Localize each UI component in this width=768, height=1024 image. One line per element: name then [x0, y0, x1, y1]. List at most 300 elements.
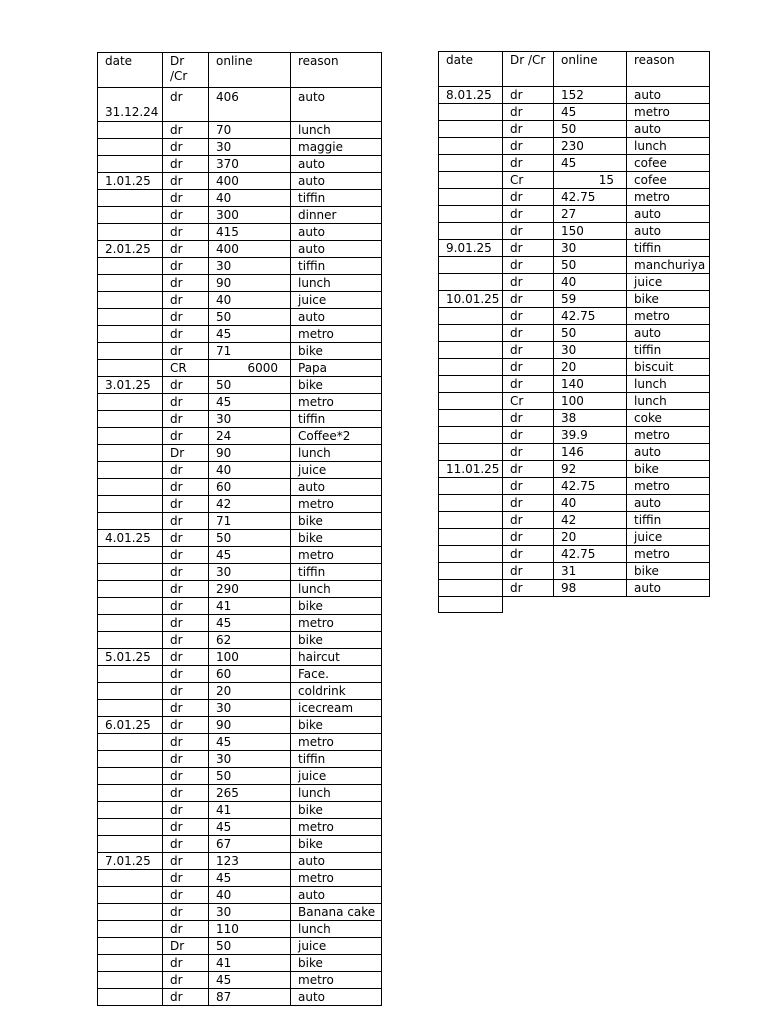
dr-cr-cell: dr [163, 139, 209, 156]
date-cell [98, 190, 163, 207]
dr-cr-cell: dr [503, 223, 554, 240]
dr-cr-cell: dr [163, 241, 209, 258]
dr-cr-cell: dr [503, 121, 554, 138]
online-cell: 110 [209, 921, 291, 938]
date-cell [439, 393, 503, 410]
online-cell: 45 [209, 394, 291, 411]
dr-cr-cell: dr [163, 836, 209, 853]
date-cell [98, 887, 163, 904]
table-row [439, 580, 710, 597]
date-cell [98, 122, 163, 139]
dr-cr-cell: dr [503, 580, 554, 597]
dr-cr-cell: dr [163, 989, 209, 1006]
table-row [98, 819, 382, 836]
dr-cr-cell: dr [163, 734, 209, 751]
date-cell [439, 563, 503, 580]
reason-cell: coke [627, 410, 710, 427]
online-cell: 87 [209, 989, 291, 1006]
dr-cr-cell: dr [163, 615, 209, 632]
date-cell: 1.01.25 [98, 173, 163, 190]
dr-cr-cell: dr [163, 768, 209, 785]
table-row [98, 139, 382, 156]
online-cell: 42.75 [554, 308, 627, 325]
table-row [98, 190, 382, 207]
dr-cr-cell: dr [503, 308, 554, 325]
online-cell: 30 [209, 751, 291, 768]
table-row [98, 326, 382, 343]
dr-cr-cell: dr [503, 529, 554, 546]
date-cell: 31.12.24 [98, 88, 163, 122]
date-cell: 10.01.25 [439, 291, 503, 308]
dr-cr-cell: dr [503, 410, 554, 427]
date-cell [98, 547, 163, 564]
empty-cell [554, 597, 627, 613]
reason-cell: metro [291, 326, 382, 343]
reason-cell: biscuit [627, 359, 710, 376]
dr-cr-cell: dr [163, 853, 209, 870]
reason-cell: bike [291, 955, 382, 972]
online-cell: 15 [554, 172, 627, 189]
table-row [98, 343, 382, 360]
online-cell: 40 [209, 190, 291, 207]
date-cell [98, 479, 163, 496]
dr-cr-cell: dr [163, 751, 209, 768]
dr-cr-cell: dr [503, 274, 554, 291]
date-cell [439, 257, 503, 274]
reason-cell: bike [291, 598, 382, 615]
dr-cr-cell: dr [163, 870, 209, 887]
date-cell [439, 121, 503, 138]
dr-cr-cell: dr [163, 292, 209, 309]
date-cell [98, 564, 163, 581]
reason-cell: lunch [291, 445, 382, 462]
table-row [98, 734, 382, 751]
online-cell: 50 [554, 121, 627, 138]
date-cell [98, 207, 163, 224]
table-row [439, 495, 710, 512]
date-cell [98, 360, 163, 377]
date-cell [439, 223, 503, 240]
date-cell [98, 921, 163, 938]
date-cell [98, 139, 163, 156]
reason-cell: Coffee*2 [291, 428, 382, 445]
dr-cr-cell: dr [163, 411, 209, 428]
dr-cr-cell: dr [163, 224, 209, 241]
date-cell: 8.01.25 [439, 87, 503, 104]
expense-ledger-left [97, 52, 382, 1006]
table-row [98, 122, 382, 139]
date-cell [439, 580, 503, 597]
online-cell: 20 [209, 683, 291, 700]
date-cell [98, 326, 163, 343]
reason-cell: metro [627, 478, 710, 495]
reason-cell: auto [627, 444, 710, 461]
reason-cell: lunch [291, 785, 382, 802]
reason-cell: juice [291, 292, 382, 309]
table-row [98, 921, 382, 938]
online-cell: 400 [209, 241, 291, 258]
table-row [98, 241, 382, 258]
table-row [439, 87, 710, 104]
dr-cr-cell: dr [163, 343, 209, 360]
dr-cr-cell: dr [163, 887, 209, 904]
table-row [439, 189, 710, 206]
table-row [98, 632, 382, 649]
dr-cr-cell: Cr [503, 393, 554, 410]
online-cell: 45 [209, 734, 291, 751]
date-cell [98, 700, 163, 717]
reason-cell: haircut [291, 649, 382, 666]
table-row [98, 479, 382, 496]
table-row [98, 836, 382, 853]
online-cell: 92 [554, 461, 627, 478]
reason-cell: juice [627, 529, 710, 546]
reason-cell: auto [291, 88, 382, 122]
dr-cr-cell: dr [163, 190, 209, 207]
dr-cr-cell: dr [163, 326, 209, 343]
reason-cell: metro [627, 427, 710, 444]
date-cell [439, 274, 503, 291]
dr-cr-cell: dr [503, 512, 554, 529]
dr-cr-cell: dr [163, 972, 209, 989]
reason-cell: metro [627, 104, 710, 121]
table-row [439, 138, 710, 155]
table-row [98, 785, 382, 802]
date-cell [98, 292, 163, 309]
online-cell: 123 [209, 853, 291, 870]
dr-cr-cell: dr [503, 461, 554, 478]
online-cell: 30 [554, 240, 627, 257]
dr-cr-cell: dr [163, 530, 209, 547]
online-cell: 90 [209, 445, 291, 462]
reason-cell: metro [291, 734, 382, 751]
online-cell: 415 [209, 224, 291, 241]
date-cell [98, 258, 163, 275]
online-cell: 30 [209, 411, 291, 428]
dr-cr-cell: dr [163, 649, 209, 666]
online-cell: 50 [209, 530, 291, 547]
dr-cr-cell: dr [163, 377, 209, 394]
header-dr-cr: Dr /Cr [163, 53, 209, 88]
date-cell [98, 156, 163, 173]
reason-cell: auto [627, 495, 710, 512]
dr-cr-cell: dr [503, 206, 554, 223]
online-cell: 40 [209, 887, 291, 904]
reason-cell: metro [291, 819, 382, 836]
dr-cr-cell: CR [163, 360, 209, 377]
date-cell [98, 394, 163, 411]
date-cell: 4.01.25 [98, 530, 163, 547]
table-row [439, 223, 710, 240]
table-row [98, 360, 382, 377]
date-cell [98, 224, 163, 241]
empty-cell [627, 597, 710, 613]
date-cell [439, 410, 503, 427]
date-cell [439, 342, 503, 359]
dr-cr-cell: dr [163, 275, 209, 292]
dr-cr-cell: Dr [163, 938, 209, 955]
online-cell: 45 [209, 615, 291, 632]
online-cell: 45 [209, 547, 291, 564]
online-cell: 50 [209, 377, 291, 394]
table-row [98, 496, 382, 513]
date-cell: 11.01.25 [439, 461, 503, 478]
dr-cr-cell: dr [163, 547, 209, 564]
date-cell: 5.01.25 [98, 649, 163, 666]
table-row [98, 377, 382, 394]
dr-cr-cell: dr [163, 564, 209, 581]
table-row [98, 462, 382, 479]
table-row [439, 478, 710, 495]
reason-cell: auto [627, 121, 710, 138]
date-cell [98, 683, 163, 700]
online-cell: 45 [209, 870, 291, 887]
table-row [439, 342, 710, 359]
date-cell [98, 309, 163, 326]
table-row [98, 938, 382, 955]
online-cell: 71 [209, 343, 291, 360]
date-cell [98, 802, 163, 819]
online-cell: 50 [554, 325, 627, 342]
table-row [98, 972, 382, 989]
date-cell [439, 104, 503, 121]
dr-cr-cell: dr [163, 88, 209, 122]
online-cell: 30 [209, 139, 291, 156]
reason-cell: lunch [291, 581, 382, 598]
reason-cell: bike [291, 632, 382, 649]
date-cell [439, 359, 503, 376]
dr-cr-cell: dr [503, 563, 554, 580]
table-row [98, 581, 382, 598]
date-cell [98, 938, 163, 955]
dr-cr-cell: dr [503, 427, 554, 444]
table-row [439, 104, 710, 121]
reason-cell: bike [291, 836, 382, 853]
table-row [439, 206, 710, 223]
reason-cell: lunch [627, 138, 710, 155]
dr-cr-cell: dr [503, 325, 554, 342]
dr-cr-cell: dr [163, 462, 209, 479]
dr-cr-cell: dr [163, 955, 209, 972]
date-cell: 2.01.25 [98, 241, 163, 258]
dr-cr-cell: dr [163, 717, 209, 734]
table-row [98, 173, 382, 190]
table-row [439, 427, 710, 444]
dr-cr-cell: dr [163, 207, 209, 224]
reason-cell: auto [291, 224, 382, 241]
online-cell: 50 [209, 768, 291, 785]
dr-cr-cell: dr [163, 496, 209, 513]
reason-cell: auto [291, 156, 382, 173]
online-cell: 300 [209, 207, 291, 224]
online-cell: 27 [554, 206, 627, 223]
dr-cr-cell: dr [163, 921, 209, 938]
header-dr-cr: Dr /Cr [503, 52, 554, 87]
reason-cell: auto [291, 853, 382, 870]
reason-cell: tiffin [291, 751, 382, 768]
reason-cell: cofee [627, 172, 710, 189]
online-cell: 45 [554, 104, 627, 121]
online-cell: 50 [209, 938, 291, 955]
empty-date-cell [439, 597, 503, 613]
reason-cell: cofee [627, 155, 710, 172]
online-cell: 146 [554, 444, 627, 461]
reason-cell: lunch [291, 122, 382, 139]
date-cell [98, 581, 163, 598]
online-cell: 45 [209, 326, 291, 343]
reason-cell: juice [291, 768, 382, 785]
table-row [98, 870, 382, 887]
date-cell [98, 836, 163, 853]
online-cell: 40 [554, 274, 627, 291]
reason-cell: bike [291, 513, 382, 530]
dr-cr-cell: Dr [163, 445, 209, 462]
online-cell: 45 [209, 819, 291, 836]
reason-cell: tiffin [627, 512, 710, 529]
table-row [439, 155, 710, 172]
dr-cr-cell: dr [163, 683, 209, 700]
dr-cr-cell: dr [163, 173, 209, 190]
dr-cr-cell: dr [503, 138, 554, 155]
date-cell [98, 513, 163, 530]
reason-cell: metro [291, 870, 382, 887]
online-cell: 30 [209, 258, 291, 275]
online-cell: 265 [209, 785, 291, 802]
date-cell [439, 308, 503, 325]
empty-row [439, 597, 710, 613]
reason-cell: bike [627, 461, 710, 478]
dr-cr-cell: dr [503, 546, 554, 563]
date-cell [439, 376, 503, 393]
reason-cell: tiffin [291, 411, 382, 428]
reason-cell: lunch [291, 275, 382, 292]
reason-cell: bike [291, 343, 382, 360]
reason-cell: juice [291, 938, 382, 955]
dr-cr-cell: dr [503, 189, 554, 206]
dr-cr-cell: dr [503, 376, 554, 393]
date-cell [98, 428, 163, 445]
dr-cr-cell: Cr [503, 172, 554, 189]
table-row [98, 615, 382, 632]
table-row [98, 224, 382, 241]
reason-cell: auto [291, 173, 382, 190]
dr-cr-cell: dr [163, 666, 209, 683]
dr-cr-cell: dr [503, 240, 554, 257]
reason-cell: tiffin [627, 240, 710, 257]
online-cell: 71 [209, 513, 291, 530]
dr-cr-cell: dr [163, 156, 209, 173]
online-cell: 41 [209, 802, 291, 819]
reason-cell: bike [291, 717, 382, 734]
online-cell: 30 [209, 904, 291, 921]
online-cell: 140 [554, 376, 627, 393]
dr-cr-cell: dr [503, 291, 554, 308]
table-row [98, 887, 382, 904]
online-cell: 370 [209, 156, 291, 173]
header-online: online [209, 53, 291, 88]
online-cell: 20 [554, 529, 627, 546]
reason-cell: metro [291, 972, 382, 989]
date-cell [98, 343, 163, 360]
reason-cell: bike [291, 802, 382, 819]
online-cell: 62 [209, 632, 291, 649]
date-cell [98, 411, 163, 428]
online-cell: 98 [554, 580, 627, 597]
dr-cr-cell: dr [503, 155, 554, 172]
header-online: online [554, 52, 627, 87]
online-cell: 406 [209, 88, 291, 122]
online-cell: 42 [554, 512, 627, 529]
online-cell: 45 [554, 155, 627, 172]
date-cell: 9.01.25 [439, 240, 503, 257]
table-row [98, 394, 382, 411]
date-cell [439, 138, 503, 155]
reason-cell: metro [291, 547, 382, 564]
table-row [98, 88, 382, 122]
reason-cell: lunch [627, 393, 710, 410]
table-row [439, 393, 710, 410]
date-cell [439, 206, 503, 223]
table-row [98, 258, 382, 275]
table-row [439, 325, 710, 342]
online-cell: 41 [209, 598, 291, 615]
dr-cr-cell: dr [163, 819, 209, 836]
reason-cell: juice [627, 274, 710, 291]
online-cell: 6000 [209, 360, 291, 377]
reason-cell: juice [291, 462, 382, 479]
header-date: date [98, 53, 163, 88]
table-row [98, 989, 382, 1006]
reason-cell: bike [627, 291, 710, 308]
reason-cell: maggie [291, 139, 382, 156]
reason-cell: auto [291, 241, 382, 258]
table-row [439, 563, 710, 580]
date-cell [439, 325, 503, 342]
reason-cell: bike [291, 377, 382, 394]
online-cell: 39.9 [554, 427, 627, 444]
online-cell: 100 [554, 393, 627, 410]
online-cell: 42.75 [554, 478, 627, 495]
dr-cr-cell: dr [163, 479, 209, 496]
online-cell: 40 [209, 292, 291, 309]
table-row [98, 513, 382, 530]
reason-cell: manchuriya [627, 257, 710, 274]
online-cell: 30 [209, 564, 291, 581]
table-row [98, 530, 382, 547]
table-row [439, 240, 710, 257]
online-cell: 38 [554, 410, 627, 427]
reason-cell: dinner [291, 207, 382, 224]
reason-cell: lunch [291, 921, 382, 938]
header-row [98, 53, 382, 88]
header-date: date [439, 52, 503, 87]
date-cell [439, 529, 503, 546]
dr-cr-cell: dr [163, 513, 209, 530]
online-cell: 42 [209, 496, 291, 513]
reason-cell: tiffin [627, 342, 710, 359]
header-row [439, 52, 710, 87]
reason-cell: Banana cake [291, 904, 382, 921]
table-row [98, 411, 382, 428]
dr-cr-cell: dr [503, 342, 554, 359]
dr-cr-cell: dr [163, 598, 209, 615]
online-cell: 50 [209, 309, 291, 326]
dr-cr-cell: dr [503, 104, 554, 121]
table-row [439, 359, 710, 376]
online-cell: 31 [554, 563, 627, 580]
reason-cell: tiffin [291, 190, 382, 207]
reason-cell: metro [291, 394, 382, 411]
